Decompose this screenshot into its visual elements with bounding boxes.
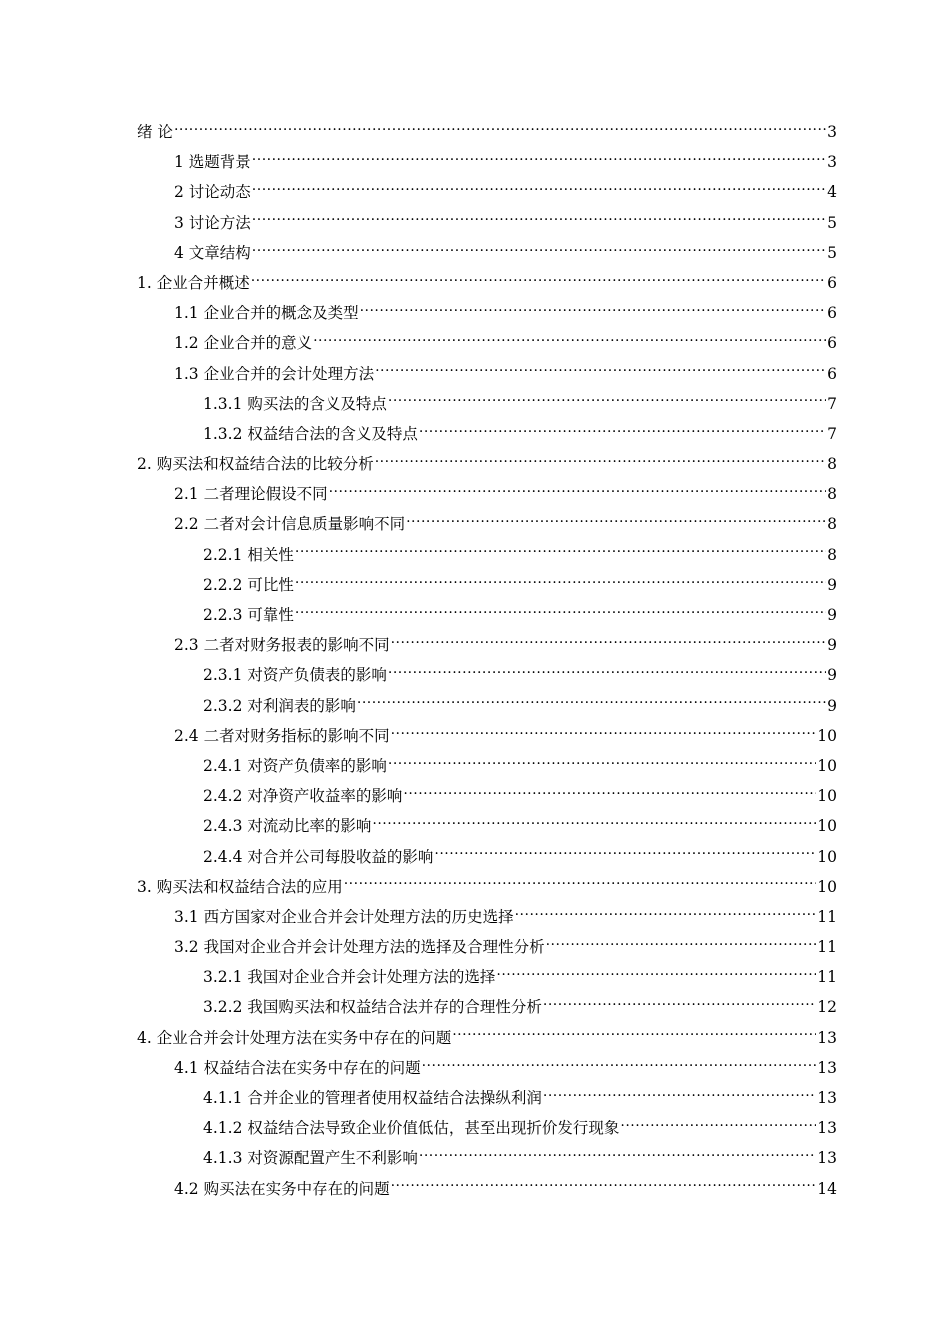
toc-entry-page: 11: [817, 938, 837, 957]
toc-entry-page: 8: [827, 545, 837, 564]
toc-entry[interactable]: [137, 630, 837, 660]
toc-entry-title: 2.4 二者对财务指标的影响不同: [174, 726, 390, 745]
toc-entry-page: 6: [827, 273, 837, 292]
toc-leader-dots: [252, 182, 826, 198]
toc-leader-dots: [546, 937, 817, 953]
toc-entry[interactable]: [137, 962, 837, 992]
toc-leader-dots: [543, 1088, 816, 1104]
toc-entry[interactable]: [137, 328, 837, 358]
toc-entry-page: 9: [827, 575, 837, 594]
toc-entry[interactable]: [137, 1113, 837, 1143]
toc-entry-page: 13: [817, 1149, 837, 1168]
toc-leader-dots: [357, 695, 826, 711]
toc-leader-dots: [391, 635, 827, 651]
toc-entry[interactable]: [137, 1023, 837, 1053]
toc-entry-title: 2. 购买法和权益结合法的比较分析: [137, 455, 374, 474]
toc-leader-dots: [422, 1057, 817, 1073]
toc-entry[interactable]: [137, 449, 837, 479]
toc-entry[interactable]: [137, 238, 837, 268]
toc-leader-dots: [419, 423, 826, 439]
toc-entry-page: 4: [827, 183, 837, 202]
toc-entry-title: 2.2.2 可比性: [203, 575, 294, 594]
toc-leader-dots: [375, 363, 826, 379]
toc-leader-dots: [543, 997, 816, 1013]
toc-entry-title: 4 文章结构: [174, 243, 251, 262]
toc-leader-dots: [452, 1027, 816, 1043]
toc-entry[interactable]: [137, 359, 837, 389]
toc-entry-page: 9: [827, 606, 837, 624]
toc-entry[interactable]: [137, 660, 837, 690]
toc-leader-dots: [434, 846, 816, 862]
toc-entry-page: 10: [817, 726, 837, 745]
toc-leader-dots: [252, 212, 826, 228]
toc-entry-page: 10: [817, 787, 837, 806]
toc-entry-title: 2.4.1 对资产负债率的影响: [203, 756, 387, 775]
toc-leader-dots: [295, 574, 826, 590]
toc-entry-page: 12: [817, 998, 837, 1017]
toc-entry[interactable]: [137, 1174, 837, 1204]
toc-entry-title: 1.3.2 权益结合法的含义及特点: [203, 424, 418, 443]
toc-leader-dots: [295, 544, 826, 560]
toc-entry-page: 14: [817, 1179, 837, 1198]
toc-entry-page: 10: [817, 847, 837, 866]
toc-entry[interactable]: [137, 600, 837, 630]
toc-entry-title: 2.2.3 可靠性: [203, 606, 294, 624]
toc-entry[interactable]: [137, 842, 837, 872]
toc-leader-dots: [388, 665, 826, 681]
toc-entry-title: 1. 企业合并概述: [137, 273, 250, 292]
toc-entry-title: 2.3.1 对资产负债表的影响: [203, 666, 387, 685]
toc-leader-dots: [388, 393, 826, 409]
toc-entry-page: 9: [827, 636, 837, 655]
toc-entry-title: 2.4.2 对净资产收益率的影响: [203, 787, 403, 806]
toc-entry-page: 6: [827, 304, 837, 323]
toc-leader-dots: [515, 906, 817, 922]
toc-leader-dots: [419, 1148, 816, 1164]
toc-entry[interactable]: [137, 811, 837, 841]
toc-leader-dots: [252, 152, 826, 168]
toc-entry[interactable]: [137, 419, 837, 449]
toc-entry[interactable]: [137, 479, 837, 509]
toc-leader-dots: [388, 755, 816, 771]
toc-entry-title: 3 讨论方法: [174, 213, 251, 232]
toc-entry-title: 2.2 二者对会计信息质量影响不同: [174, 515, 406, 534]
toc-entry-title: 2 讨论动态: [174, 183, 251, 202]
toc-leader-dots: [372, 816, 816, 832]
toc-entry-page: 13: [817, 1058, 837, 1077]
toc-leader-dots: [251, 272, 826, 288]
toc-entry-title: 2.4.3 对流动比率的影响: [203, 817, 372, 836]
toc-entry[interactable]: [137, 1053, 837, 1083]
toc-entry[interactable]: [137, 117, 837, 147]
toc-leader-dots: [620, 1118, 816, 1134]
toc-entry-title: 3.2.2 我国购买法和权益结合法并存的合理性分析: [203, 998, 542, 1017]
toc-entry-page: 13: [817, 1089, 837, 1107]
toc-leader-dots: [344, 876, 817, 892]
toc-entry-page: 7: [827, 394, 837, 413]
toc-entry-title: 2.1 二者理论假设不同: [174, 485, 328, 504]
toc-leader-dots: [360, 303, 827, 319]
toc-entry-page: 3: [827, 153, 837, 172]
toc-entry-page: 6: [827, 334, 837, 353]
toc-entry-page: 10: [817, 877, 837, 896]
toc-leader-dots: [313, 333, 826, 349]
toc-entry-page: 3: [827, 123, 837, 141]
toc-entry-page: 13: [817, 1028, 837, 1047]
toc-entry[interactable]: [137, 1143, 837, 1173]
toc-entry-title: 1.2 企业合并的意义: [174, 334, 313, 353]
toc-entry-title: 4.1.1 合并企业的管理者使用权益结合法操纵利润: [203, 1089, 542, 1107]
toc-entry-title: 3.2.1 我国对企业合并会计处理方法的选择: [203, 968, 496, 987]
toc-entry-title: 2.2.1 相关性: [203, 545, 294, 564]
toc-leader-dots: [496, 967, 816, 983]
toc-leader-dots: [391, 725, 817, 741]
toc-entry[interactable]: [137, 177, 837, 207]
toc-entry-title: 3.1 西方国家对企业合并会计处理方法的历史选择: [174, 907, 514, 926]
toc-entry-title: 2.3.2 对利润表的影响: [203, 696, 356, 715]
toc-leader-dots: [174, 122, 826, 138]
toc-entry-title: 4.1.2 权益结合法导致企业价值低估，甚至出现折价发行现象: [203, 1119, 620, 1138]
toc-entry[interactable]: [137, 721, 837, 751]
toc-entry-title: 4.2 购买法在实务中存在的问题: [174, 1179, 390, 1198]
toc-entry[interactable]: [137, 268, 837, 298]
toc-entry[interactable]: [137, 1083, 837, 1113]
toc-entry-title: 3. 购买法和权益结合法的应用: [137, 877, 343, 896]
toc-entry-page: 8: [827, 485, 837, 504]
toc-entry[interactable]: [137, 781, 837, 811]
toc-leader-dots: [252, 242, 826, 258]
toc-leader-dots: [375, 454, 826, 470]
toc-entry[interactable]: [137, 872, 837, 902]
toc-entry-title: 1 选题背景: [174, 153, 251, 172]
toc-entry[interactable]: [137, 932, 837, 962]
toc-entry-page: 10: [817, 817, 837, 836]
toc-entry-title: 4.1.3 对资源配置产生不利影响: [203, 1149, 418, 1168]
toc-leader-dots: [295, 605, 826, 621]
toc-entry-page: 8: [827, 515, 837, 534]
toc-entry[interactable]: [137, 540, 837, 570]
toc-entry-title: 1.1 企业合并的概念及类型: [174, 304, 359, 323]
toc-entry-title: 绪 论: [137, 123, 173, 141]
toc-entry[interactable]: [137, 751, 837, 781]
toc-entry-page: 9: [827, 666, 837, 685]
toc-leader-dots: [403, 786, 816, 802]
toc-entry-page: 11: [817, 907, 837, 926]
toc-entry-title: 4.1 权益结合法在实务中存在的问题: [174, 1058, 421, 1077]
toc-entry[interactable]: [137, 902, 837, 932]
toc-entry-title: 2.4.4 对合并公司每股收益的影响: [203, 847, 434, 866]
toc-leader-dots: [391, 1178, 817, 1194]
toc-entry[interactable]: [137, 509, 837, 539]
toc-entry-page: 11: [817, 968, 837, 987]
toc-entry[interactable]: [137, 992, 837, 1022]
toc-entry[interactable]: [137, 691, 837, 721]
toc-entry-title: 4. 企业合并会计处理方法在实务中存在的问题: [137, 1028, 452, 1047]
toc-entry-page: 6: [827, 364, 837, 383]
toc-entry[interactable]: [137, 298, 837, 328]
toc-entry[interactable]: [137, 570, 837, 600]
toc-entry[interactable]: [137, 389, 837, 419]
toc-entry-page: 9: [827, 696, 837, 715]
toc-entry-page: 5: [827, 213, 837, 232]
toc-entry-page: 7: [827, 424, 837, 443]
toc-entry-page: 10: [817, 756, 837, 775]
toc-entry[interactable]: [137, 208, 837, 238]
toc-leader-dots: [329, 484, 827, 500]
toc-entry-title: 2.3 二者对财务报表的影响不同: [174, 636, 390, 655]
table-of-contents: [137, 117, 837, 1204]
toc-entry[interactable]: [137, 147, 837, 177]
toc-leader-dots: [406, 514, 826, 530]
toc-entry-page: 13: [817, 1119, 837, 1138]
toc-entry-page: 8: [827, 455, 837, 474]
toc-entry-page: 5: [827, 243, 837, 262]
toc-entry-title: 3.2 我国对企业合并会计处理方法的选择及合理性分析: [174, 938, 545, 957]
toc-entry-title: 1.3.1 购买法的含义及特点: [203, 394, 387, 413]
toc-entry-title: 1.3 企业合并的会计处理方法: [174, 364, 375, 383]
